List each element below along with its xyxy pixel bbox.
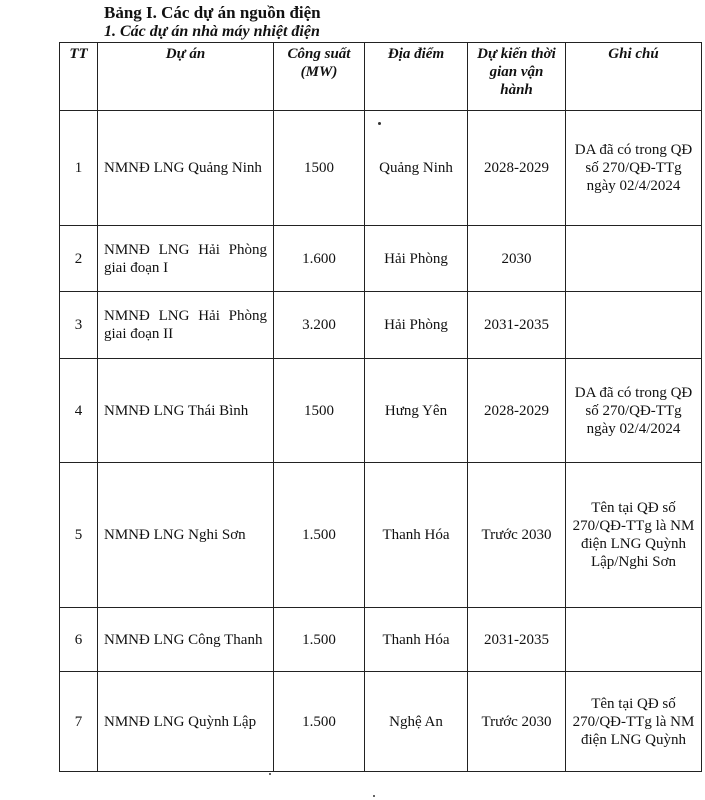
- scan-speck: [378, 122, 381, 125]
- cell-tt: 7: [60, 672, 98, 772]
- cell-tt: 4: [60, 359, 98, 463]
- cell-tt: 5: [60, 463, 98, 608]
- cell-note: [566, 292, 702, 359]
- col-header-tt: TT: [60, 43, 98, 111]
- cell-note: Tên tại QĐ số 270/QĐ-TTg là NM điện LNG Quỳnh Lập/Nghi Sơn: [566, 463, 702, 608]
- cell-capacity: 1.500: [274, 608, 365, 672]
- cell-tt: 1: [60, 111, 98, 226]
- cell-project: NMNĐ LNG Hải Phòng giai đoạn I: [98, 226, 274, 292]
- cell-capacity: 1.600: [274, 226, 365, 292]
- cell-project: NMNĐ LNG Quỳnh Lập: [98, 672, 274, 772]
- table-row: [60, 226, 702, 292]
- cell-schedule: Trước 2030: [468, 672, 566, 772]
- cell-schedule: 2031-2035: [468, 608, 566, 672]
- cell-tt: 3: [60, 292, 98, 359]
- cell-capacity: 1.500: [274, 672, 365, 772]
- cell-capacity: 1500: [274, 359, 365, 463]
- cell-project: NMNĐ LNG Quảng Ninh: [98, 111, 274, 226]
- cell-note: [566, 608, 702, 672]
- cell-schedule: 2031-2035: [468, 292, 566, 359]
- cell-project: NMNĐ LNG Công Thanh: [98, 608, 274, 672]
- cell-schedule: Trước 2030: [468, 463, 566, 608]
- scan-speck: [373, 795, 375, 797]
- cell-location: Thanh Hóa: [365, 463, 468, 608]
- cell-schedule: 2028-2029: [468, 111, 566, 226]
- power-projects-table: [59, 42, 702, 772]
- table-row: [60, 672, 702, 772]
- cell-capacity: 1500: [274, 111, 365, 226]
- cell-capacity: 3.200: [274, 292, 365, 359]
- cell-location: Quảng Ninh: [365, 111, 468, 226]
- cell-capacity: 1.500: [274, 463, 365, 608]
- table-row: [60, 463, 702, 608]
- cell-location: Nghệ An: [365, 672, 468, 772]
- cell-project: NMNĐ LNG Nghi Sơn: [98, 463, 274, 608]
- cell-tt: 6: [60, 608, 98, 672]
- cell-project: NMNĐ LNG Hải Phòng giai đoạn II: [98, 292, 274, 359]
- cell-schedule: 2028-2029: [468, 359, 566, 463]
- cell-project: NMNĐ LNG Thái Bình: [98, 359, 274, 463]
- table-row: [60, 292, 702, 359]
- table-row: [60, 608, 702, 672]
- cell-note: DA đã có trong QĐ số 270/QĐ-TTg ngày 02/4/2024: [566, 359, 702, 463]
- cell-location: Hải Phòng: [365, 226, 468, 292]
- col-header-project: Dự án: [98, 43, 274, 111]
- cell-note: Tên tại QĐ số 270/QĐ-TTg là NM điện LNG Quỳnh: [566, 672, 702, 772]
- col-header-location: Địa điểm: [365, 43, 468, 111]
- col-header-schedule: Dự kiến thời gian vận hành: [468, 43, 566, 111]
- col-header-capacity: Công suất (MW): [274, 43, 365, 111]
- col-header-note: Ghi chú: [566, 43, 702, 111]
- table-row: [60, 359, 702, 463]
- cell-location: Thanh Hóa: [365, 608, 468, 672]
- table-row: [60, 111, 702, 226]
- cell-location: Hải Phòng: [365, 292, 468, 359]
- table-title: Bảng I. Các dự án nguồn điện: [104, 3, 321, 22]
- scan-speck: [269, 773, 271, 775]
- header-row: [60, 43, 702, 111]
- cell-schedule: 2030: [468, 226, 566, 292]
- cell-note: DA đã có trong QĐ số 270/QĐ-TTg ngày 02/4/2024: [566, 111, 702, 226]
- cell-note: [566, 226, 702, 292]
- cell-tt: 2: [60, 226, 98, 292]
- cell-location: Hưng Yên: [365, 359, 468, 463]
- section-title: 1. Các dự án nhà máy nhiệt điện: [104, 23, 320, 40]
